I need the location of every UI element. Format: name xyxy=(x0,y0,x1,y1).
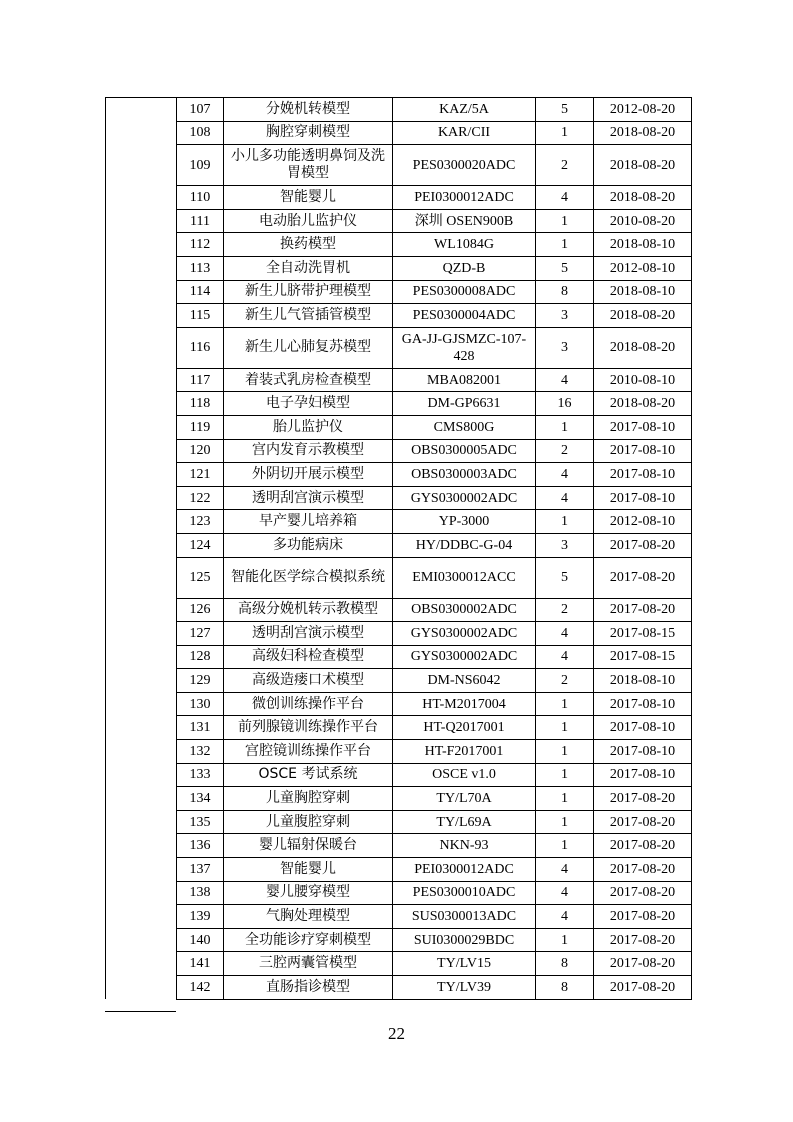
model-number: GYS0300002ADC xyxy=(393,645,536,669)
quantity: 1 xyxy=(536,763,594,787)
equipment-name: 全功能诊疗穿刺模型 xyxy=(224,928,393,952)
blank-cell xyxy=(106,645,177,669)
purchase-date: 2012-08-20 xyxy=(594,98,692,122)
table-row xyxy=(106,834,692,858)
equipment-name: 新生儿脐带护理模型 xyxy=(224,280,393,304)
page-number: 22 xyxy=(388,1024,405,1043)
model-number: 深圳 OSEN900B xyxy=(393,209,536,233)
equipment-name: 宫内发育示教模型 xyxy=(224,439,393,463)
model-number: HT-F2017001 xyxy=(393,740,536,764)
row-number: 114 xyxy=(177,280,224,304)
equipment-name: 外阴切开展示模型 xyxy=(224,463,393,487)
row-number: 120 xyxy=(177,439,224,463)
model-number: NKN-93 xyxy=(393,834,536,858)
blank-cell xyxy=(106,327,177,368)
quantity: 1 xyxy=(536,716,594,740)
equipment-name: 三腔两囊管模型 xyxy=(224,952,393,976)
purchase-date: 2018-08-10 xyxy=(594,280,692,304)
quantity: 1 xyxy=(536,510,594,534)
blank-cell xyxy=(106,928,177,952)
model-number: OBS0300002ADC xyxy=(393,598,536,622)
model-number: SUI0300029BDC xyxy=(393,928,536,952)
model-number: PES0300010ADC xyxy=(393,881,536,905)
blank-cell xyxy=(106,533,177,557)
blank-cell xyxy=(106,256,177,280)
model-number: WL1084G xyxy=(393,233,536,257)
blank-cell xyxy=(106,952,177,976)
equipment-name: 智能化医学综合模拟系统 xyxy=(224,557,393,598)
row-number: 138 xyxy=(177,881,224,905)
purchase-date: 2017-08-15 xyxy=(594,645,692,669)
quantity: 4 xyxy=(536,622,594,646)
quantity: 4 xyxy=(536,463,594,487)
table-row xyxy=(106,858,692,882)
purchase-date: 2017-08-20 xyxy=(594,858,692,882)
table-row xyxy=(106,763,692,787)
blank-cell xyxy=(106,763,177,787)
row-number: 109 xyxy=(177,145,224,186)
table-row xyxy=(106,928,692,952)
purchase-date: 2018-08-20 xyxy=(594,186,692,210)
table-row xyxy=(106,439,692,463)
purchase-date: 2017-08-10 xyxy=(594,716,692,740)
quantity: 4 xyxy=(536,486,594,510)
purchase-date: 2017-08-10 xyxy=(594,439,692,463)
blank-cell xyxy=(106,439,177,463)
quantity: 4 xyxy=(536,881,594,905)
table-row xyxy=(106,280,692,304)
purchase-date: 2017-08-20 xyxy=(594,533,692,557)
purchase-date: 2017-08-20 xyxy=(594,905,692,929)
model-number: PES0300004ADC xyxy=(393,304,536,328)
purchase-date: 2017-08-20 xyxy=(594,881,692,905)
model-number: PES0300020ADC xyxy=(393,145,536,186)
quantity: 1 xyxy=(536,121,594,145)
model-number: QZD-B xyxy=(393,256,536,280)
model-number: OBS0300003ADC xyxy=(393,463,536,487)
table-row xyxy=(106,415,692,439)
row-number: 108 xyxy=(177,121,224,145)
equipment-name: 智能婴儿 xyxy=(224,186,393,210)
equipment-name: 宫腔镜训练操作平台 xyxy=(224,740,393,764)
table-row xyxy=(106,669,692,693)
model-number: DM-GP6631 xyxy=(393,392,536,416)
row-number: 117 xyxy=(177,368,224,392)
equipment-name: 智能婴儿 xyxy=(224,858,393,882)
table-row xyxy=(106,598,692,622)
row-number: 128 xyxy=(177,645,224,669)
equipment-name: 电子孕妇模型 xyxy=(224,392,393,416)
equipment-name: 透明刮宫演示模型 xyxy=(224,486,393,510)
equipment-name: 前列腺镜训练操作平台 xyxy=(224,716,393,740)
table-row xyxy=(106,186,692,210)
table-row xyxy=(106,716,692,740)
row-number: 125 xyxy=(177,557,224,598)
model-number: OBS0300005ADC xyxy=(393,439,536,463)
quantity: 3 xyxy=(536,327,594,368)
purchase-date: 2012-08-10 xyxy=(594,510,692,534)
equipment-name: 儿童胸腔穿刺 xyxy=(224,787,393,811)
quantity: 2 xyxy=(536,669,594,693)
quantity: 8 xyxy=(536,952,594,976)
model-number: TY/L69A xyxy=(393,810,536,834)
equipment-name: 分娩机转模型 xyxy=(224,98,393,122)
blank-cell xyxy=(106,810,177,834)
table-row xyxy=(106,787,692,811)
model-number: YP-3000 xyxy=(393,510,536,534)
table-row xyxy=(106,976,692,1000)
blank-cell xyxy=(106,415,177,439)
model-number: KAR/CII xyxy=(393,121,536,145)
quantity: 4 xyxy=(536,645,594,669)
purchase-date: 2017-08-20 xyxy=(594,976,692,1000)
equipment-name: 高级造瘘口术模型 xyxy=(224,669,393,693)
purchase-date: 2018-08-20 xyxy=(594,327,692,368)
equipment-table xyxy=(105,97,692,1000)
row-number: 130 xyxy=(177,692,224,716)
model-number: PEI0300012ADC xyxy=(393,186,536,210)
table-row xyxy=(106,905,692,929)
purchase-date: 2010-08-10 xyxy=(594,368,692,392)
table-row xyxy=(106,145,692,186)
table-row xyxy=(106,121,692,145)
row-number: 141 xyxy=(177,952,224,976)
blank-cell xyxy=(106,233,177,257)
purchase-date: 2017-08-20 xyxy=(594,787,692,811)
equipment-name: 新生儿气管插管模型 xyxy=(224,304,393,328)
equipment-name: 换药模型 xyxy=(224,233,393,257)
table-row xyxy=(106,645,692,669)
row-number: 139 xyxy=(177,905,224,929)
row-number: 122 xyxy=(177,486,224,510)
table-row xyxy=(106,209,692,233)
quantity: 3 xyxy=(536,304,594,328)
model-number: EMI0300012ACC xyxy=(393,557,536,598)
quantity: 4 xyxy=(536,368,594,392)
row-number: 113 xyxy=(177,256,224,280)
purchase-date: 2018-08-10 xyxy=(594,233,692,257)
table-row xyxy=(106,692,692,716)
quantity: 16 xyxy=(536,392,594,416)
row-number: 127 xyxy=(177,622,224,646)
blank-cell xyxy=(106,98,177,122)
purchase-date: 2017-08-10 xyxy=(594,463,692,487)
quantity: 1 xyxy=(536,787,594,811)
equipment-name: 婴儿腰穿模型 xyxy=(224,881,393,905)
table-row xyxy=(106,392,692,416)
model-number: TY/LV15 xyxy=(393,952,536,976)
quantity: 1 xyxy=(536,692,594,716)
purchase-date: 2018-08-20 xyxy=(594,304,692,328)
row-number: 110 xyxy=(177,186,224,210)
equipment-name: 婴儿辐射保暖台 xyxy=(224,834,393,858)
row-number: 137 xyxy=(177,858,224,882)
purchase-date: 2017-08-10 xyxy=(594,486,692,510)
quantity: 5 xyxy=(536,98,594,122)
table-row xyxy=(106,557,692,598)
row-number: 124 xyxy=(177,533,224,557)
quantity: 1 xyxy=(536,233,594,257)
equipment-name: 直肠指诊模型 xyxy=(224,976,393,1000)
purchase-date: 2017-08-20 xyxy=(594,557,692,598)
blank-cell xyxy=(106,392,177,416)
purchase-date: 2017-08-10 xyxy=(594,740,692,764)
quantity: 2 xyxy=(536,439,594,463)
blank-cell xyxy=(106,622,177,646)
row-number: 121 xyxy=(177,463,224,487)
blank-cell xyxy=(106,463,177,487)
purchase-date: 2017-08-20 xyxy=(594,928,692,952)
model-number: GA-JJ-GJSMZC-107-428 xyxy=(393,327,536,368)
equipment-name: 高级妇科检查模型 xyxy=(224,645,393,669)
row-number: 132 xyxy=(177,740,224,764)
blank-cell xyxy=(106,858,177,882)
purchase-date: 2017-08-15 xyxy=(594,622,692,646)
blank-cell xyxy=(106,304,177,328)
row-number: 134 xyxy=(177,787,224,811)
quantity: 2 xyxy=(536,598,594,622)
row-number: 136 xyxy=(177,834,224,858)
quantity: 1 xyxy=(536,415,594,439)
blank-cell xyxy=(106,834,177,858)
purchase-date: 2017-08-10 xyxy=(594,763,692,787)
table-row xyxy=(106,368,692,392)
model-number: DM-NS6042 xyxy=(393,669,536,693)
model-number: HT-Q2017001 xyxy=(393,716,536,740)
row-number: 140 xyxy=(177,928,224,952)
blank-cell xyxy=(106,787,177,811)
model-number: HT-M2017004 xyxy=(393,692,536,716)
equipment-name: 小儿多功能透明鼻饲及洗胃模型 xyxy=(224,145,393,186)
blank-cell xyxy=(106,692,177,716)
blank-cell xyxy=(106,368,177,392)
row-number: 107 xyxy=(177,98,224,122)
quantity: 4 xyxy=(536,905,594,929)
quantity: 8 xyxy=(536,976,594,1000)
table-row xyxy=(106,810,692,834)
model-number: HY/DDBC-G-04 xyxy=(393,533,536,557)
blank-cell xyxy=(106,716,177,740)
table-bottom-border xyxy=(105,1011,176,1012)
equipment-name: 胎儿监护仪 xyxy=(224,415,393,439)
table-row xyxy=(106,98,692,122)
row-number: 116 xyxy=(177,327,224,368)
table-row xyxy=(106,233,692,257)
quantity: 8 xyxy=(536,280,594,304)
purchase-date: 2012-08-10 xyxy=(594,256,692,280)
table-row xyxy=(106,510,692,534)
row-number: 119 xyxy=(177,415,224,439)
purchase-date: 2018-08-20 xyxy=(594,392,692,416)
purchase-date: 2017-08-20 xyxy=(594,598,692,622)
model-number: GYS0300002ADC xyxy=(393,622,536,646)
table-row xyxy=(106,622,692,646)
row-number: 135 xyxy=(177,810,224,834)
blank-cell xyxy=(106,121,177,145)
row-number: 126 xyxy=(177,598,224,622)
table-row xyxy=(106,533,692,557)
quantity: 1 xyxy=(536,209,594,233)
equipment-name: 儿童腹腔穿刺 xyxy=(224,810,393,834)
blank-cell xyxy=(106,557,177,598)
quantity: 1 xyxy=(536,834,594,858)
blank-cell xyxy=(106,881,177,905)
quantity: 5 xyxy=(536,256,594,280)
blank-cell xyxy=(106,740,177,764)
quantity: 1 xyxy=(536,928,594,952)
equipment-name: 胸腔穿刺模型 xyxy=(224,121,393,145)
equipment-name: 全自动洗胃机 xyxy=(224,256,393,280)
blank-cell xyxy=(106,280,177,304)
blank-cell xyxy=(106,486,177,510)
purchase-date: 2010-08-20 xyxy=(594,209,692,233)
purchase-date: 2018-08-10 xyxy=(594,669,692,693)
equipment-name: 电动胎儿监护仪 xyxy=(224,209,393,233)
equipment-name: OSCE 考试系统 xyxy=(224,763,393,787)
row-number: 142 xyxy=(177,976,224,1000)
blank-cell xyxy=(106,145,177,186)
equipment-name: 着装式乳房检查模型 xyxy=(224,368,393,392)
equipment-name: 微创训练操作平台 xyxy=(224,692,393,716)
model-number: SUS0300013ADC xyxy=(393,905,536,929)
purchase-date: 2017-08-20 xyxy=(594,810,692,834)
quantity: 1 xyxy=(536,740,594,764)
table-row xyxy=(106,740,692,764)
quantity: 1 xyxy=(536,810,594,834)
row-number: 133 xyxy=(177,763,224,787)
equipment-name: 新生儿心肺复苏模型 xyxy=(224,327,393,368)
model-number: MBA082001 xyxy=(393,368,536,392)
table-row xyxy=(106,304,692,328)
blank-cell xyxy=(106,669,177,693)
quantity: 4 xyxy=(536,186,594,210)
purchase-date: 2018-08-20 xyxy=(594,121,692,145)
model-number: TY/L70A xyxy=(393,787,536,811)
row-number: 118 xyxy=(177,392,224,416)
quantity: 3 xyxy=(536,533,594,557)
purchase-date: 2017-08-20 xyxy=(594,834,692,858)
blank-cell xyxy=(106,209,177,233)
equipment-name: 早产婴儿培养箱 xyxy=(224,510,393,534)
table-row xyxy=(106,327,692,368)
row-number: 111 xyxy=(177,209,224,233)
model-number: PES0300008ADC xyxy=(393,280,536,304)
blank-cell xyxy=(106,905,177,929)
model-number: OSCE v1.0 xyxy=(393,763,536,787)
blank-cell xyxy=(106,510,177,534)
row-number: 115 xyxy=(177,304,224,328)
table-row xyxy=(106,486,692,510)
table-row xyxy=(106,256,692,280)
row-number: 112 xyxy=(177,233,224,257)
table-row xyxy=(106,463,692,487)
row-number: 123 xyxy=(177,510,224,534)
row-number: 131 xyxy=(177,716,224,740)
model-number: PEI0300012ADC xyxy=(393,858,536,882)
row-number: 129 xyxy=(177,669,224,693)
model-number: CMS800G xyxy=(393,415,536,439)
equipment-name: 多功能病床 xyxy=(224,533,393,557)
purchase-date: 2017-08-20 xyxy=(594,952,692,976)
table-row xyxy=(106,952,692,976)
blank-cell xyxy=(106,186,177,210)
table-row xyxy=(106,881,692,905)
purchase-date: 2018-08-20 xyxy=(594,145,692,186)
blank-cell xyxy=(106,976,177,1000)
model-number: KAZ/5A xyxy=(393,98,536,122)
model-number: GYS0300002ADC xyxy=(393,486,536,510)
equipment-name: 透明刮宫演示模型 xyxy=(224,622,393,646)
model-number: TY/LV39 xyxy=(393,976,536,1000)
equipment-name: 高级分娩机转示教模型 xyxy=(224,598,393,622)
equipment-name: 气胸处理模型 xyxy=(224,905,393,929)
blank-cell xyxy=(106,598,177,622)
quantity: 2 xyxy=(536,145,594,186)
purchase-date: 2017-08-10 xyxy=(594,415,692,439)
purchase-date: 2017-08-10 xyxy=(594,692,692,716)
quantity: 4 xyxy=(536,858,594,882)
quantity: 5 xyxy=(536,557,594,598)
